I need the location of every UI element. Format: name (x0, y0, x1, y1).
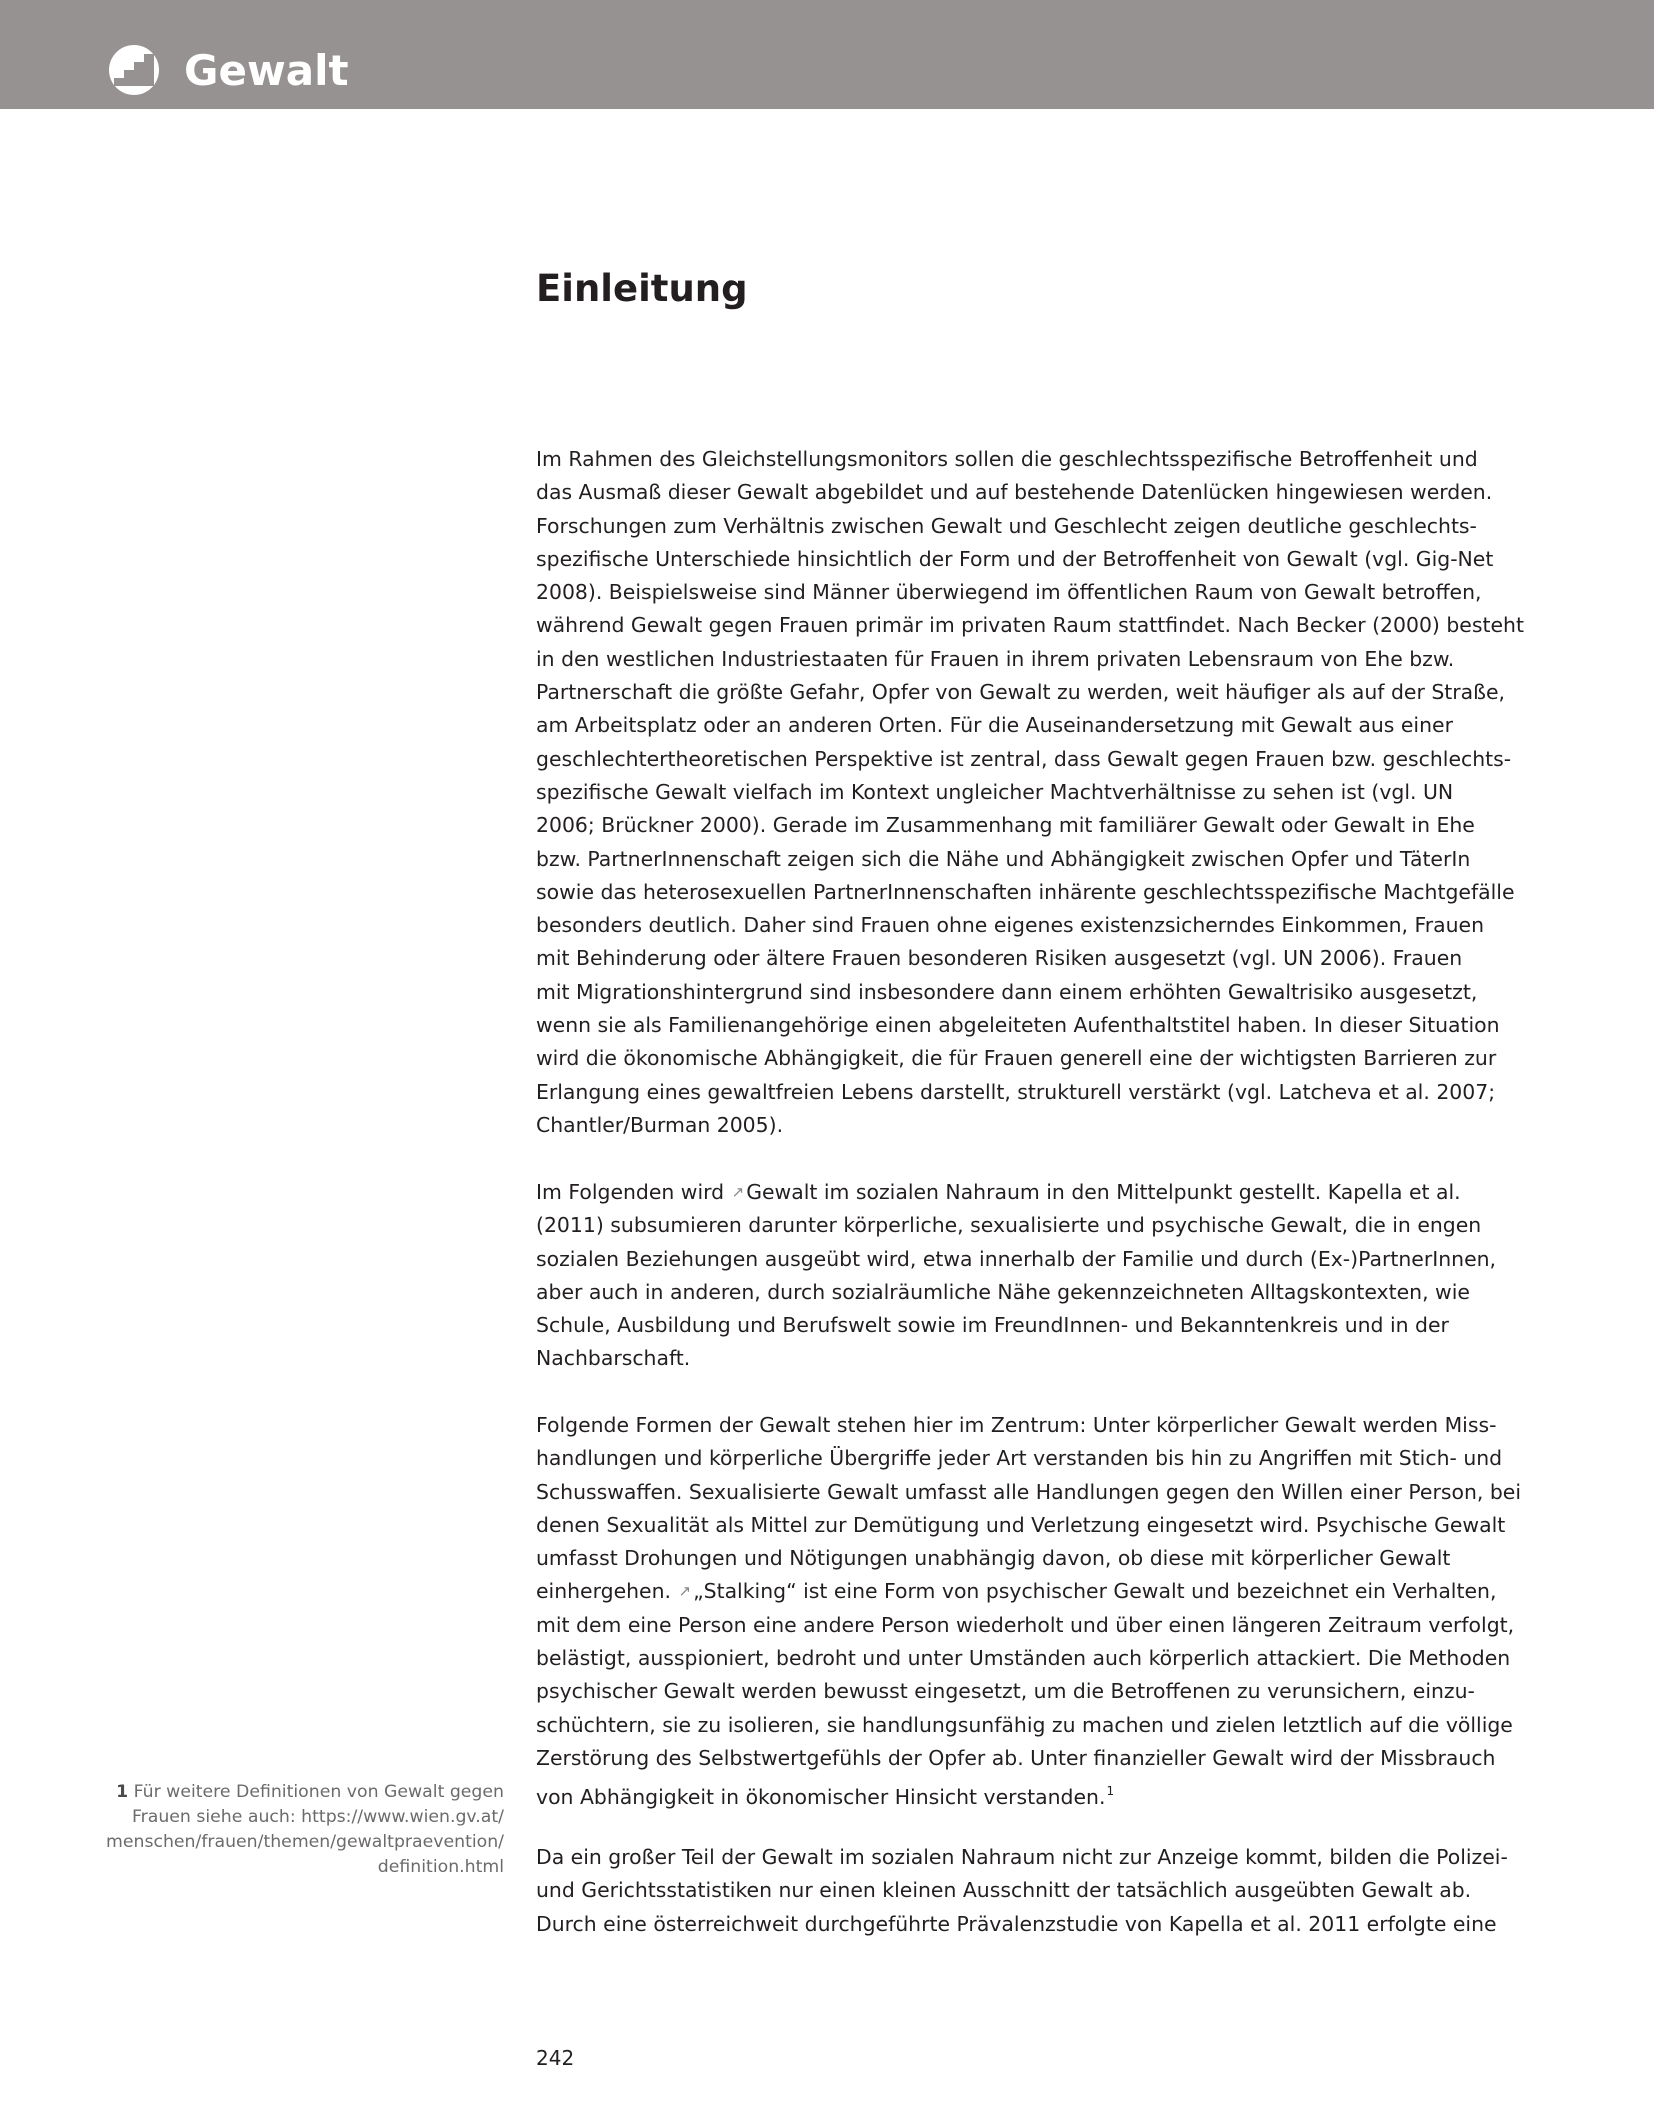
text-line: handlungen und körperliche Übergriffe jeder Art verstanden bis hin zu Angriffen mit Stich- und (536, 1446, 1503, 1471)
text-line: Schusswaffen. Sexualisierte Gewalt umfasst alle Handlungen gegen den Willen einer Person, bei (536, 1479, 1521, 1504)
text-line: Durch eine österreichweit durchgeführte Prävalenzstudie von Kapella et al. 2011 erfolgte eine (536, 1911, 1497, 1936)
glossary-arrow-icon[interactable]: ↗ (678, 1582, 692, 1601)
text-line: das Ausmaß dieser Gewalt abgebildet und auf bestehende Datenlücken hingewiesen werden. (536, 480, 1493, 505)
glossary-link-text: „Stalking“ ist eine Form von psychischer Gewalt und bezeichnet ein Verhalten, (693, 1579, 1497, 1604)
header-bar (0, 0, 1654, 109)
text-line: psychischer Gewalt werden bewusst eingesetzt, um die Betroffenen zu verunsichern, einzu- (536, 1679, 1475, 1704)
text-line-with-link (536, 1575, 1497, 1608)
text-line-with-link (536, 1176, 1486, 1209)
text-line: mit Migrationshintergrund sind insbesondere dann einem erhöhten Gewaltrisiko ausgesetzt, (536, 979, 1478, 1004)
text-line: 2008). Beispielsweise sind Männer überwiegend im öffentlichen Raum von Gewalt betroffen, (536, 580, 1482, 605)
text-line: in den westlichen Industriestaaten für Frauen in ihrem privaten Lebensraum von Ehe bzw. (536, 646, 1455, 671)
footnote-reference[interactable]: 1 (1106, 1784, 1115, 1799)
text-line: Schule, Ausbildung und Berufswelt sowie im FreundInnen- und Bekanntenkreis und in der (536, 1313, 1449, 1338)
footnote-number: 1 (116, 1782, 129, 1802)
text-line: Forschungen zum Verhältnis zwischen Gewalt und Geschlecht zeigen deutliche geschlechts- (536, 513, 1477, 538)
stairs-circle-icon (109, 45, 159, 95)
text-line: umfasst Drohungen und Nötigungen unabhängig davon, ob diese mit körperlicher Gewalt (536, 1546, 1451, 1571)
text-line: Nachbarschaft. (536, 1346, 691, 1371)
text-line: wird die ökonomische Abhängigkeit, die für Frauen generell eine der wichtigsten Barrieren zur (536, 1046, 1497, 1071)
text-line: (2011) subsumieren darunter körperliche, sexualisierte und psychische Gewalt, die in engen (536, 1213, 1482, 1238)
text-line: mit dem eine Person eine andere Person wiederholt und über einen längeren Zeitraum verfolgt, (536, 1612, 1515, 1637)
text-line: schüchtern, sie zu isolieren, sie handlungsunfähig zu machen und zielen letztlich auf die völlige (536, 1712, 1513, 1737)
text-line: spezifische Unterschiede hinsichtlich der Form und der Betroffenheit von Gewalt (vgl. Gig-Net (536, 546, 1494, 571)
text-line: besonders deutlich. Daher sind Frauen ohne eigenes existenzsicherndes Einkommen, Frauen (536, 913, 1485, 938)
text-line: Folgende Formen der Gewalt stehen hier im Zentrum: Unter körperlicher Gewalt werden Miss- (536, 1413, 1497, 1437)
text-line: belästigt, ausspioniert, bedroht und unter Umständen auch körperlich attackiert. Die Methoden (536, 1646, 1511, 1671)
header-title: Gewalt (184, 46, 349, 95)
footnote-line: Frauen siehe auch: https://www.wien.gv.at/ (131, 1807, 504, 1827)
paragraph-intro (536, 443, 1524, 1142)
text-line: Da ein großer Teil der Gewalt im sozialen Nahraum nicht zur Anzeige kommt, bilden die Polizei- (536, 1845, 1508, 1869)
text-line: und Gerichtsstatistiken nur einen kleinen Ausschnitt der tatsächlich ausgeübten Gewalt ab. (536, 1878, 1472, 1903)
footnote-line: menschen/frauen/themen/gewaltpraevention/ (106, 1832, 504, 1852)
text-line: Zerstörung des Selbstwertgefühls der Opfer ab. Unter finanzieller Gewalt wird der Missbrauch (536, 1745, 1496, 1770)
text-fragment: Für weitere Definitionen von Gewalt gegen (133, 1782, 504, 1802)
text-fragment: von Abhängigkeit in ökonomischer Hinsicht verstanden. (536, 1785, 1106, 1810)
text-line: wenn sie als Familienangehörige einen abgeleiteten Aufenthaltstitel haben. In dieser Situation (536, 1013, 1500, 1038)
text-line: denen Sexualität als Mittel zur Demütigung und Verletzung eingesetzt wird. Psychische Gewalt (536, 1512, 1506, 1537)
text-line: sowie das heterosexuellen PartnerInnenschaften inhärente geschlechtsspezifische Machtgefälle (536, 879, 1515, 904)
text-line: spezifische Gewalt vielfach im Kontext ungleicher Machtverhältnisse zu sehen ist (vgl. UN (536, 779, 1454, 804)
text-line: Erlangung eines gewaltfreien Lebens darstellt, strukturell verstärkt (vgl. Latcheva et al. 2007; (536, 1079, 1496, 1104)
text-line: Partnerschaft die größte Gefahr, Opfer von Gewalt zu werden, weit häufiger als auf der Straße, (536, 680, 1506, 705)
text-line: Chantler/Burman 2005). (536, 1112, 784, 1137)
section-title: Einleitung (536, 267, 748, 310)
text-fragment: einhergehen. (536, 1579, 671, 1604)
paragraph-social-nahraum (536, 1176, 1497, 1376)
text-line: während Gewalt gegen Frauen primär im privaten Raum stattfindet. Nach Becker (2000) besteht (536, 613, 1524, 638)
text-line: bzw. PartnerInnenschaft zeigen sich die Nähe und Abhängigkeit zwischen Opfer und TäterIn (536, 846, 1471, 871)
text-line (536, 1775, 1486, 1814)
text-line: am Arbeitsplatz oder an anderen Orten. Für die Auseinandersetzung mit Gewalt aus einer (536, 713, 1453, 738)
text-fragment: Im Folgenden wird (536, 1180, 725, 1204)
text-line: sozialen Beziehungen ausgeübt wird, etwa innerhalb der Familie und durch (Ex-)PartnerInnen, (536, 1246, 1497, 1271)
paragraph-forms-of-violence (536, 1409, 1521, 1815)
glossary-link-text: Gewalt im sozialen Nahraum in den Mittelpunkt gestellt. Kapella et al. (746, 1180, 1461, 1204)
page-number: 242 (536, 2046, 575, 2070)
text-line: geschlechtertheoretischen Perspektive ist zentral, dass Gewalt gegen Frauen bzw. geschlechts- (536, 746, 1512, 771)
footnote-line: definition.html (377, 1857, 504, 1877)
glossary-arrow-icon[interactable]: ↗ (731, 1183, 745, 1201)
text-line: Im Rahmen des Gleichstellungsmonitors sollen die geschlechtsspezifische Betroffenheit und (536, 447, 1478, 471)
footnote-line (84, 1780, 504, 1805)
margin-footnote (84, 1780, 504, 1880)
text-line: aber auch in anderen, durch sozialräumliche Nähe gekennzeichneten Alltagskontexten, wie (536, 1279, 1470, 1304)
text-line: mit Behinderung oder ältere Frauen besonderen Risiken ausgesetzt (vgl. UN 2006). Frauen (536, 946, 1463, 971)
paragraph-statistics (536, 1841, 1508, 1941)
text-line: 2006; Brückner 2000). Gerade im Zusammenhang mit familiärer Gewalt oder Gewalt in Ehe (536, 813, 1475, 838)
